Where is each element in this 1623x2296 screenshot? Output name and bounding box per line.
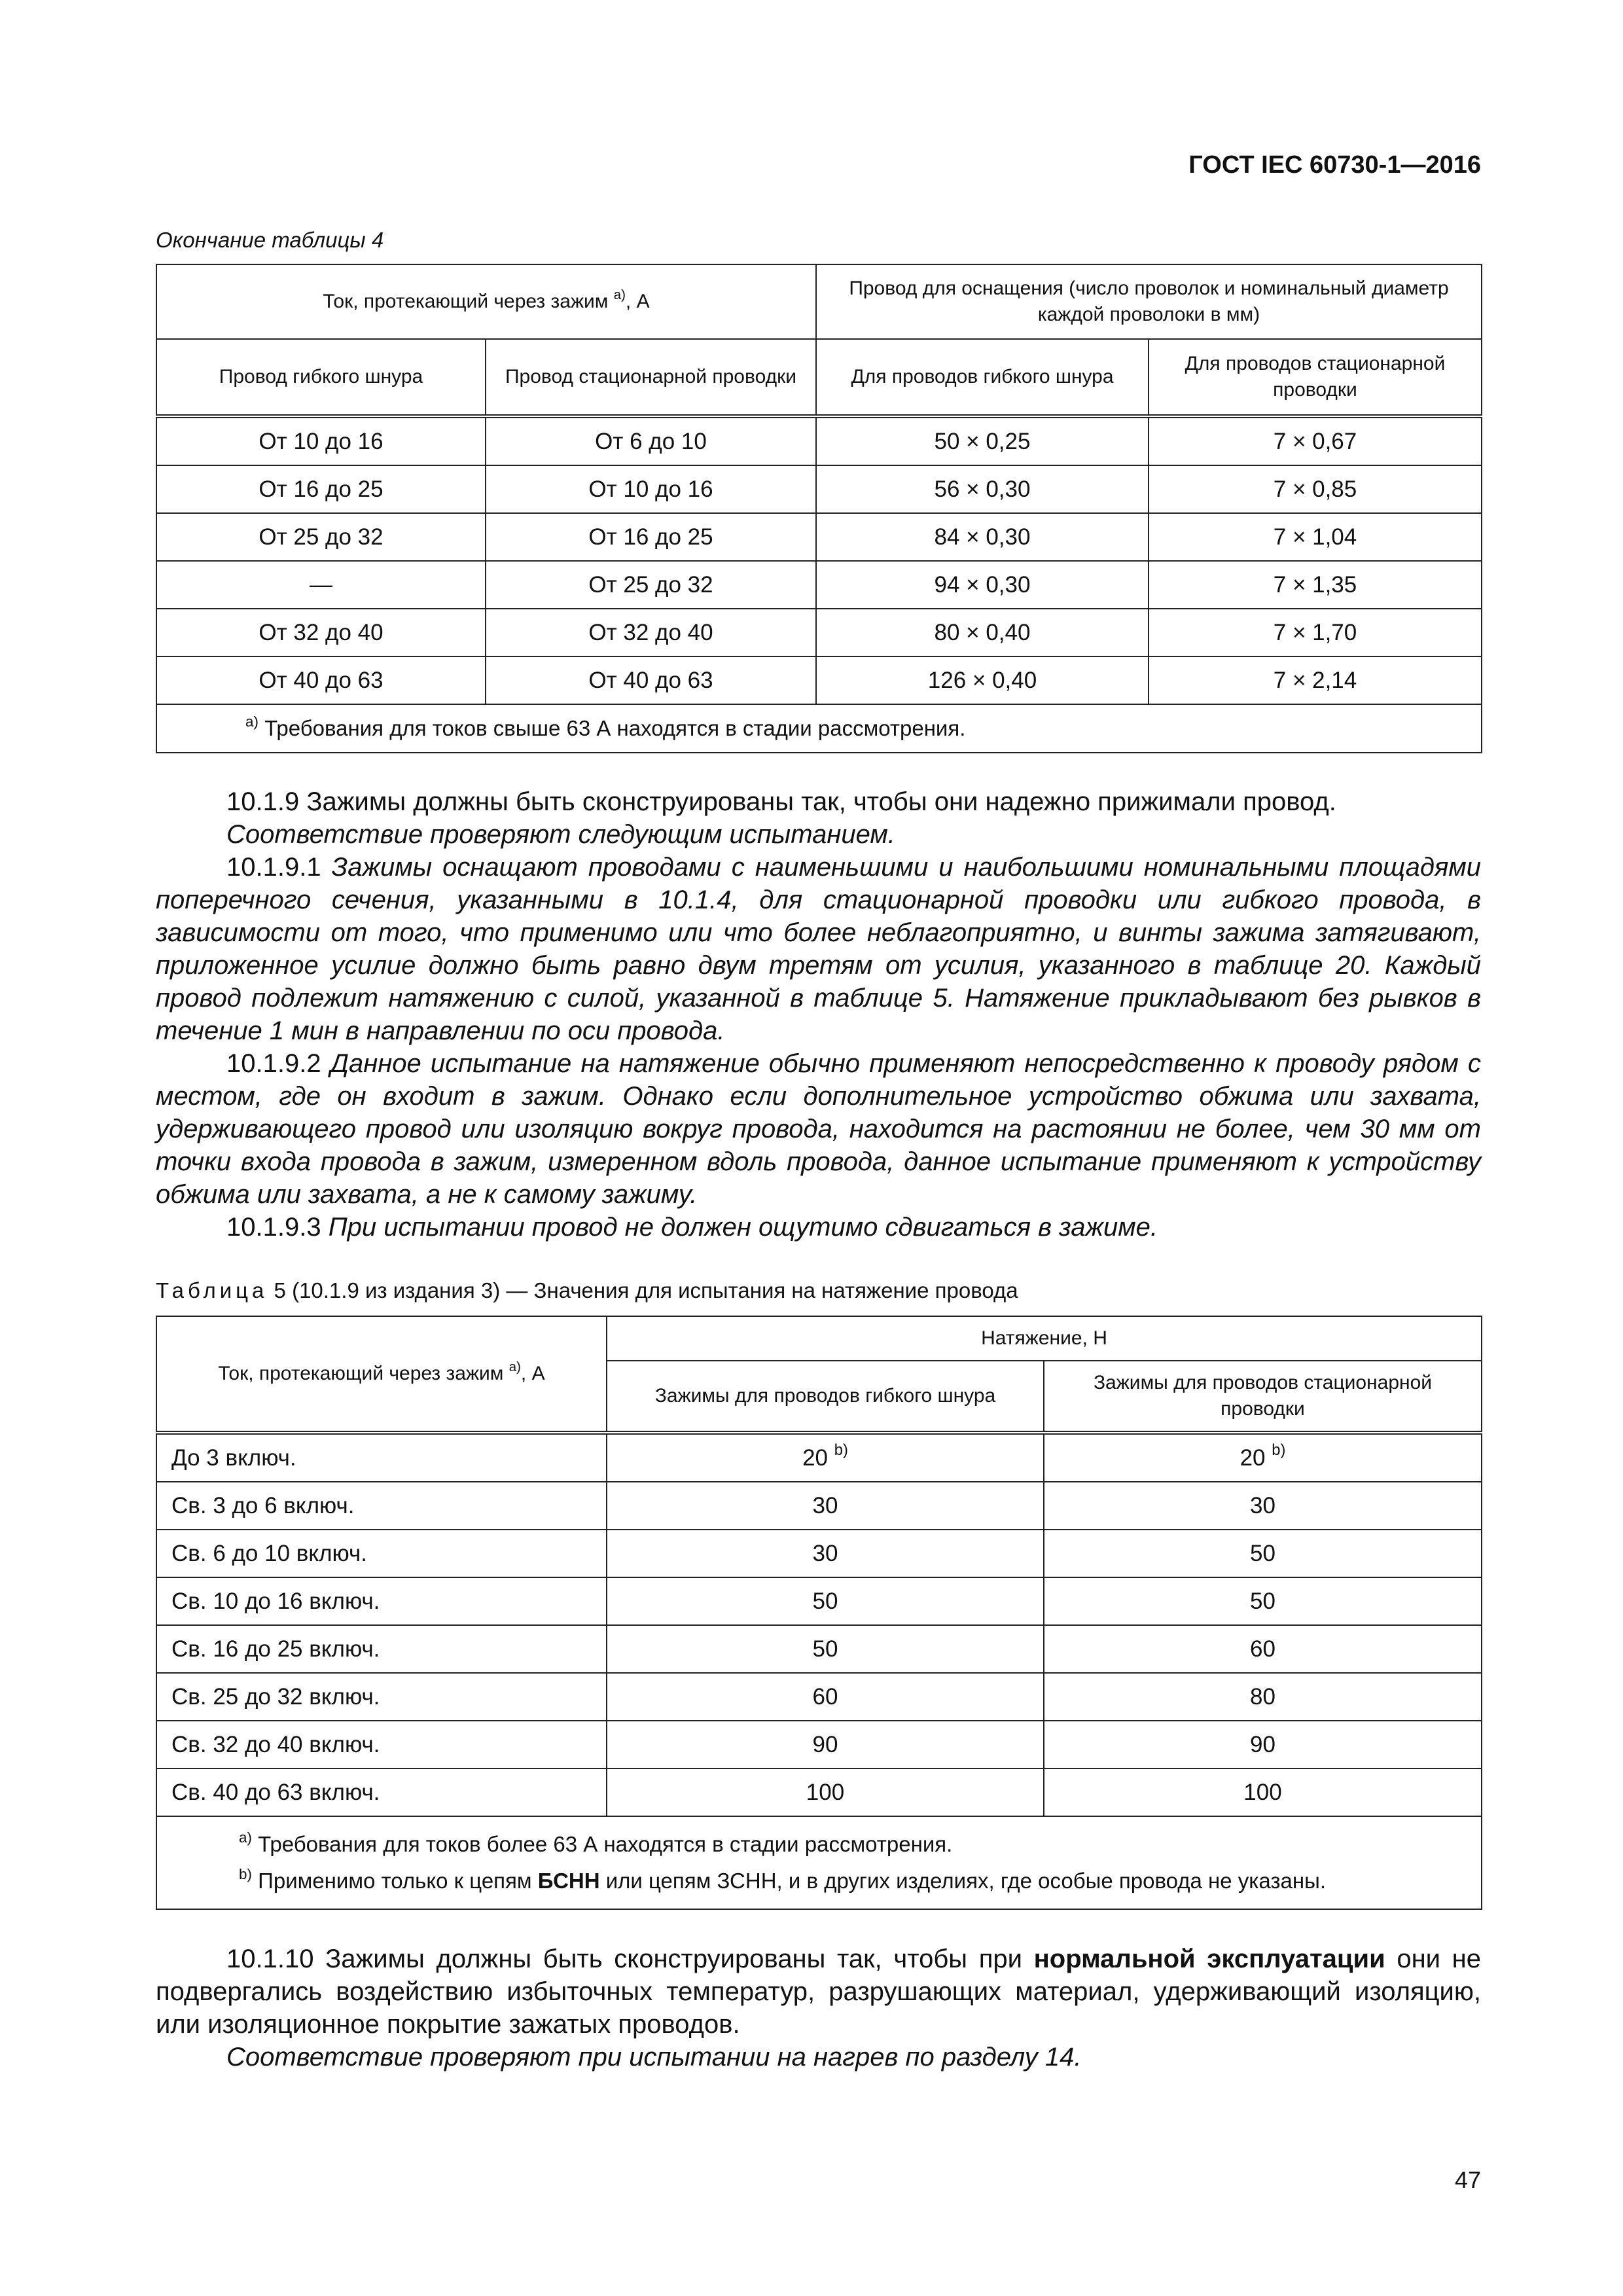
page-number: 47 [1454,2166,1481,2193]
table4-header-flexible: Провод гибкого шнура [156,339,486,416]
table5-cell: 60 [607,1673,1044,1721]
table5-cell: 30 [607,1530,1044,1577]
table4-cell: 7 × 1,04 [1149,513,1482,561]
table-5 [156,1316,1482,1910]
table-row [156,1625,1482,1673]
table4-cell: — [156,561,486,609]
table4-header-for-fixed: Для проводов стационарной проводки [1149,339,1482,416]
paragraph: 10.1.9 Зажимы должны быть сконструированы так, чтобы они надежно прижимали провод. [226,787,1336,816]
table5-cell: Св. 32 до 40 включ. [156,1721,607,1768]
table5-cell: 100 [1044,1768,1482,1816]
table-row [156,1530,1482,1577]
table5-cell: Св. 16 до 25 включ. [156,1625,607,1673]
document-header: ГОСТ IEC 60730-1—2016 [1188,151,1481,179]
table4-cell: От 10 до 16 [486,465,816,513]
paragraph: 10.1.9.2 Данное испытание на натяжение обычно применяют непосредственно к проводу рядом с местом, где он входит в зажим. Однако если дополнительное устройство обжима или захвата, удерживающего провод или изоляцию вокруг провода, находится на растоянии не более, чем 30 мм от точки входа провода в зажим, измеренном вдоль провода, данное испытание применяют к устройству обжима или захвата, а не к самому зажиму. [156,1049,1482,1209]
table4-cell: От 40 до 63 [156,656,486,704]
table5-cell: До 3 включ. [156,1433,607,1482]
table4-header-row-1 [156,264,1482,339]
paragraph: Соответствие проверяют следующим испытанием. [226,820,895,849]
table5-header-row-1 [156,1316,1482,1361]
table5-cell: 50 [1044,1530,1482,1577]
table5-header-fixed: Зажимы для проводов стационарной проводки [1044,1361,1482,1433]
table4-cell: От 16 до 25 [486,513,816,561]
table4-cell: От 25 до 32 [486,561,816,609]
table5-cell: Св. 40 до 63 включ. [156,1768,607,1816]
table5-header-current: Ток, протекающий через зажим $^{a)}$, А [156,1316,607,1433]
table4-cell: 7 × 2,14 [1149,656,1482,704]
table-row [156,1768,1482,1816]
paragraph: 10.1.10 Зажимы должны быть сконструированы так, чтобы при нормальной эксплуатации они не подвергались воздействию избыточных температур, разрушающих материал, удерживающий изоляцию, или изоляционное покрытие зажатых проводов. [156,1945,1482,2039]
table4-header-for-flexible: Для проводов гибкого шнура [816,339,1149,416]
table4-footnote-row [156,704,1482,753]
section-10-1-9 [156,785,1481,1244]
table4-caption: Окончание таблицы 4 [156,228,384,252]
table4-cell: От 32 до 40 [486,609,816,656]
table5-cell: Св. 10 до 16 включ. [156,1577,607,1625]
paragraph: Соответствие проверяют при испытании на нагрев по разделу 14. [226,2043,1082,2072]
table-row [156,465,1482,513]
table5-cell: Св. 6 до 10 включ. [156,1530,607,1577]
table5-header-tension: Натяжение, Н [607,1316,1482,1361]
table5-cell: 20 $^{b)}$ [607,1433,1044,1482]
table4-cell: 94 × 0,30 [816,561,1149,609]
table5-cell: 20 $^{b)}$ [1044,1433,1482,1482]
table-row [156,1482,1482,1530]
table-row [156,1433,1482,1482]
table-row [156,1577,1482,1625]
table5-cell: 100 [607,1768,1044,1816]
table4-footnote: $^{a)}$ Требования для токов свыше 63 А находятся в стадии рассмотрения. [156,704,1482,753]
table4-cell: 56 × 0,30 [816,465,1149,513]
section-10-1-10 [156,1943,1481,2073]
table5-cell: Св. 25 до 32 включ. [156,1673,607,1721]
table5-cell: 30 [1044,1482,1482,1530]
table4-cell: 50 × 0,25 [816,416,1149,465]
table-4 [156,264,1482,753]
table4-cell: 80 × 0,40 [816,609,1149,656]
table-row [156,513,1482,561]
table4-cell: 7 × 0,85 [1149,465,1482,513]
table5-cell: Св. 3 до 6 включ. [156,1482,607,1530]
table5-cell: 50 [607,1625,1044,1673]
table5-header-flexible: Зажимы для проводов гибкого шнура [607,1361,1044,1433]
table4-cell: 7 × 1,35 [1149,561,1482,609]
table5-cell: 80 [1044,1673,1482,1721]
table5-cell: 30 [607,1482,1044,1530]
table4-header-fixed: Провод стационарной проводки [486,339,816,416]
paragraph: 10.1.9.3 При испытании провод не должен ощутимо сдвигаться в зажиме. [226,1213,1158,1242]
table5-footnote-b: $^{b)}$ Применимо только к цепям БСНН или цепям ЗСНН, и в других изделиях, где особые провода не указаны. [239,1865,1326,1893]
table-row [156,561,1482,609]
table5-caption: Таблица 5 (10.1.9 из издания 3) — Значения для испытания на натяжение провода [156,1278,1018,1302]
table5-cell: 50 [607,1577,1044,1625]
table-row [156,416,1482,465]
table4-cell: От 40 до 63 [486,656,816,704]
table4-header-wire: Провод для оснащения (число проволок и номинальный диаметр каждой проволоки в мм) [816,264,1482,339]
table5-footnotes [156,1816,1482,1909]
table4-cell: От 16 до 25 [156,465,486,513]
table4-cell: 84 × 0,30 [816,513,1149,561]
table-row [156,609,1482,656]
table-row [156,1721,1482,1768]
table5-cell: 90 [1044,1721,1482,1768]
table4-header-row-2 [156,339,1482,416]
table4-cell: 7 × 0,67 [1149,416,1482,465]
table4-header-current: Ток, протекающий через зажим $^{a)}$, А [156,264,816,339]
table-row [156,1673,1482,1721]
table5-cell: 90 [607,1721,1044,1768]
table4-cell: От 6 до 10 [486,416,816,465]
table5-footnote-a: $^{a)}$ Требования для токов более 63 А находятся в стадии рассмотрения. [239,1829,953,1856]
table4-cell: 126 × 0,40 [816,656,1149,704]
table5-footnote-row [156,1816,1482,1909]
table5-cell: 60 [1044,1625,1482,1673]
paragraph: 10.1.9.1 Зажимы оснащают проводами с наименьшими и наибольшими номинальными площадями поперечного сечения, указанными в 10.1.4, для стационарной проводки или гибкого провода, в зависимости от того, что применимо или что более неблагоприятно, и винты зажима затягивают, приложенное усилие должно быть равно двум третям от усилия, указанного в таблице 20. Каждый провод подлежит натяжению с силой, указанной в таблице 5. Натяжение прикладывают без рывков в течение 1 мин в направлении по оси провода. [156,853,1482,1045]
table4-cell: От 32 до 40 [156,609,486,656]
table4-cell: 7 × 1,70 [1149,609,1482,656]
table5-cell: 50 [1044,1577,1482,1625]
table4-cell: От 10 до 16 [156,416,486,465]
table4-cell: От 25 до 32 [156,513,486,561]
table-row [156,656,1482,704]
